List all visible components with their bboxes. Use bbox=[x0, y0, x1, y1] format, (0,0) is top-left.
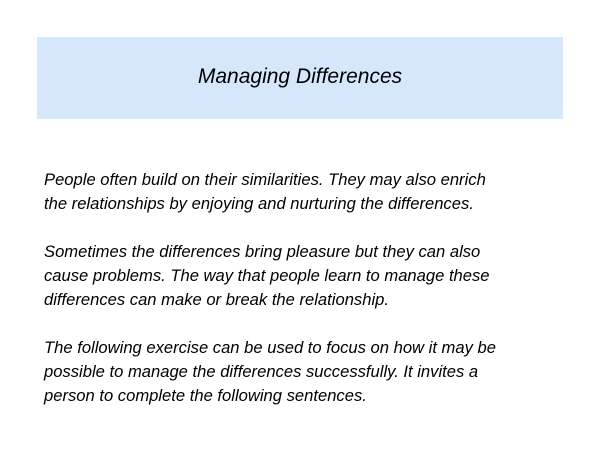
paragraph-line: possible to manage the differences successfully. It invites a bbox=[44, 362, 479, 381]
paragraph-line: People often build on their similarities. They may also enrich bbox=[44, 170, 486, 189]
paragraph-exercise bbox=[44, 336, 574, 408]
paragraph-line: The following exercise can be used to focus on how it may be bbox=[44, 338, 496, 357]
paragraph-line: the relationships by enjoying and nurturing the differences. bbox=[44, 194, 474, 213]
slide-body bbox=[44, 168, 574, 432]
paragraph-problems bbox=[44, 240, 574, 312]
paragraph-line: Sometimes the differences bring pleasure but they can also bbox=[44, 242, 481, 261]
title-band bbox=[37, 37, 563, 119]
paragraph-line: person to complete the following sentences. bbox=[44, 386, 367, 405]
paragraph-line: cause problems. The way that people learn to manage these bbox=[44, 266, 490, 285]
paragraph-similarities bbox=[44, 168, 574, 216]
paragraph-line: differences can make or break the relationship. bbox=[44, 290, 389, 309]
slide-title: Managing Differences bbox=[197, 64, 403, 88]
